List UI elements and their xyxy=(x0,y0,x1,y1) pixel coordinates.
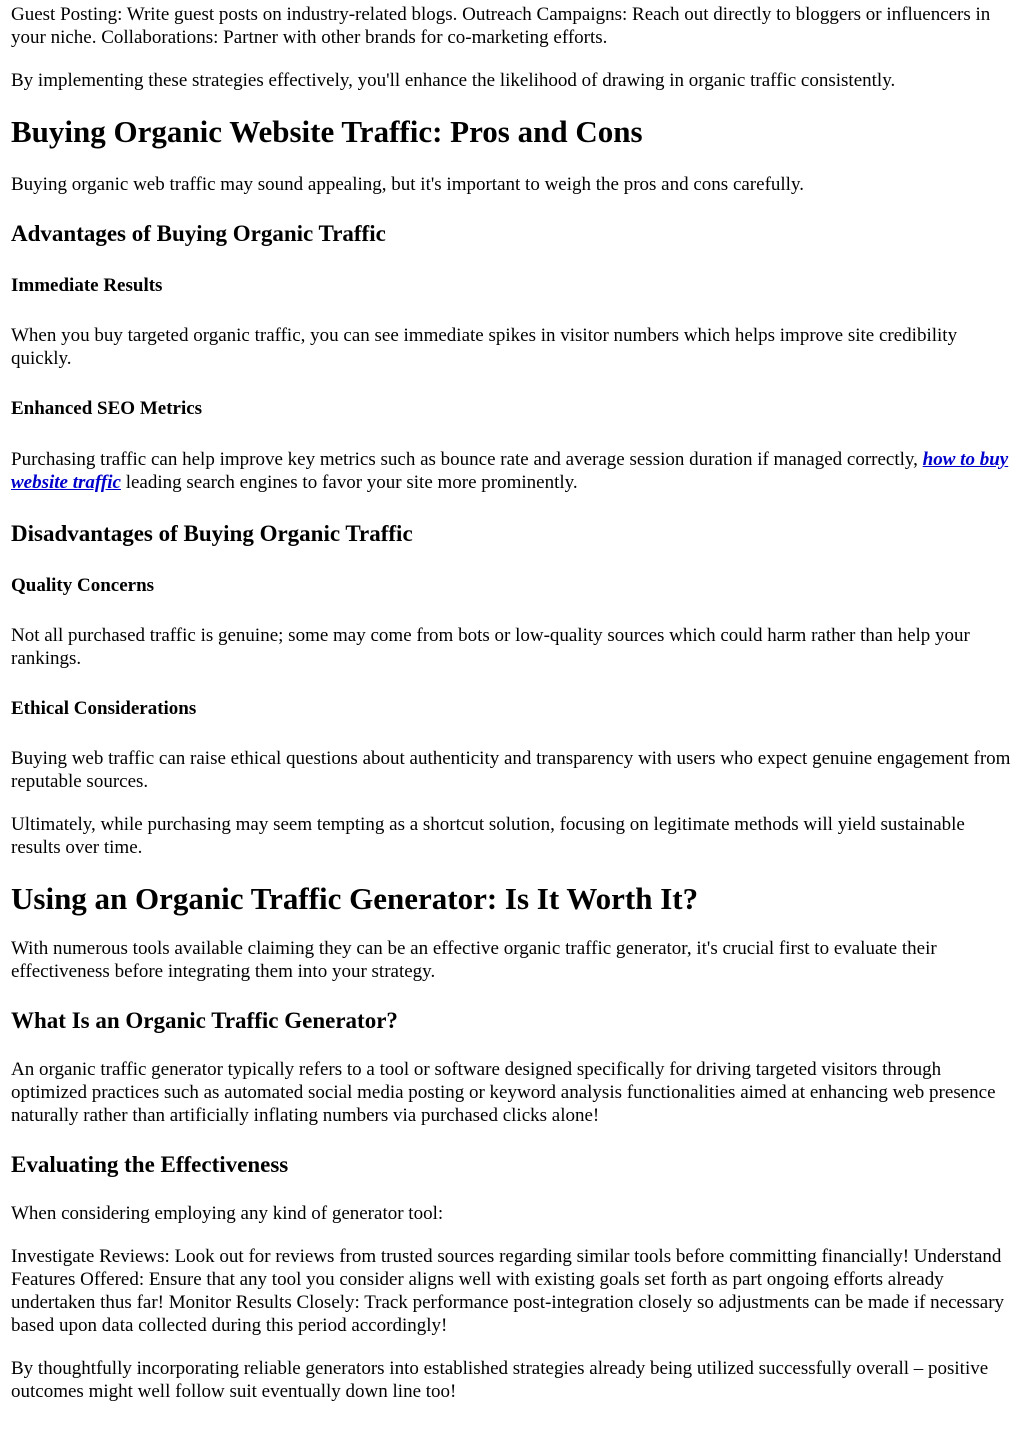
advantages-heading: Advantages of Buying Organic Traffic xyxy=(11,221,386,246)
section-heading-generator: Using an Organic Traffic Generator: Is It Worth It? xyxy=(11,881,699,916)
what-is-generator-paragraph: An organic traffic generator typically refers to a tool or software designed specifically for driving targeted visitors through optimized practices such as automated social media posting or keyword analysis functionalities aimed at enhancing web presence naturally rather than artificially inflating numbers via purchased clicks alone! xyxy=(11,1059,996,1126)
evaluating-effectiveness-heading: Evaluating the Effectiveness xyxy=(11,1152,289,1177)
quality-concerns-heading: Quality Concerns xyxy=(11,575,155,596)
evaluating-intro-paragraph: When considering employing any kind of generator tool: xyxy=(11,1203,444,1224)
what-is-generator-heading: What Is an Organic Traffic Generator? xyxy=(11,1008,398,1033)
intro-paragraph-conclusion: By implementing these strategies effectively, you'll enhance the likelihood of drawing in organic traffic consistently. xyxy=(11,70,896,91)
quality-concerns-paragraph: Not all purchased traffic is genuine; some may come from bots or low-quality sources which could harm rather than help your rankings. xyxy=(11,625,970,669)
immediate-results-heading: Immediate Results xyxy=(11,275,163,296)
section-heading-buying: Buying Organic Website Traffic: Pros and Cons xyxy=(11,114,643,149)
ethical-considerations-paragraph: Buying web traffic can raise ethical questions about authenticity and transparency with users who expect genuine engagement from reputable sources. xyxy=(11,748,1011,792)
seo-metrics-paragraph xyxy=(11,448,1012,494)
seo-text-after-link: leading search engines to favor your site more prominently. xyxy=(120,472,578,493)
buying-conclusion-paragraph: Ultimately, while purchasing may seem tempting as a shortcut solution, focusing on legitimate methods will yield sustainable results over time. xyxy=(11,814,965,858)
disadvantages-heading: Disadvantages of Buying Organic Traffic xyxy=(11,521,413,546)
seo-text-before-link: Purchasing traffic can help improve key metrics such as bounce rate and average session duration if managed correctly, xyxy=(11,449,923,470)
immediate-results-paragraph: When you buy targeted organic traffic, you can see immediate spikes in visitor numbers which helps improve site credibility quickly. xyxy=(11,325,958,369)
generator-conclusion-paragraph: By thoughtfully incorporating reliable generators into established strategies already being utilized successfully overall – positive outcomes might well follow suit eventually down line too! xyxy=(11,1358,989,1402)
buy-website-traffic-link[interactable]: how to buy website traffic xyxy=(11,449,1009,493)
generator-intro-paragraph: With numerous tools available claiming they can be an effective organic traffic generator, it's crucial first to evaluate their effectiveness before integrating them into your strategy. xyxy=(11,938,937,982)
ethical-considerations-heading: Ethical Considerations xyxy=(11,698,197,719)
article-body xyxy=(0,3,1024,1403)
intro-paragraph-strategies: Guest Posting: Write guest posts on industry-related blogs. Outreach Campaigns: Reach out directly to bloggers or influencers in your niche. Collaborations: Partner with other brands for co-marketing efforts. xyxy=(11,4,991,48)
evaluating-list-paragraph: Investigate Reviews: Look out for reviews from trusted sources regarding similar tools before committing financially! Understand Features Offered: Ensure that any tool you consider aligns well with existing goals set forth as part ongoing efforts already undertaken thus far! Monitor Results Closely: Track performance post-integration closely so adjustments can be made if necessary based upon data collected during this period accordingly! xyxy=(11,1246,1005,1336)
seo-metrics-heading: Enhanced SEO Metrics xyxy=(11,398,203,419)
buying-intro-paragraph: Buying organic web traffic may sound appealing, but it's important to weigh the pros and cons carefully. xyxy=(11,174,804,195)
